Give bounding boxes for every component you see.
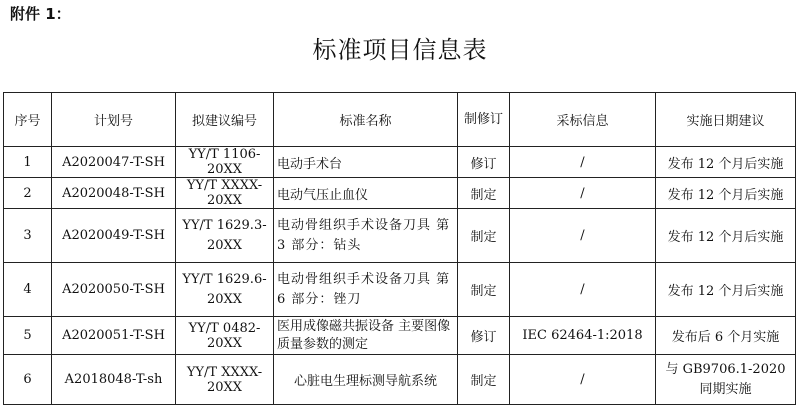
cell-revision-type: 修订 <box>458 147 510 178</box>
cell-plan-number: A2020048-T-SH <box>52 178 176 209</box>
cell-revision-type: 制定 <box>458 209 510 263</box>
cell-adoption-info: / <box>510 147 656 178</box>
table-row <box>4 147 796 178</box>
cell-standard-name: 心脏电生理标测导航系统 <box>274 355 458 405</box>
cell-proposed-code: YY/T 0482-20XX <box>176 317 274 355</box>
table-row <box>4 355 796 405</box>
cell-proposed-code: YY/T XXXX-20XX <box>176 178 274 209</box>
cell-standard-name: 医用成像磁共振设备 主要图像质量参数的测定 <box>274 317 458 355</box>
cell-implementation-date: 发布 12 个月后实施 <box>656 147 796 178</box>
cell-serial: 6 <box>4 355 52 405</box>
header-revision-type: 制修订 <box>458 93 510 147</box>
table-row <box>4 317 796 355</box>
table-row <box>4 209 796 263</box>
cell-standard-name: 电动骨组织手术设备刀具 第 6 部分：锉刀 <box>274 263 458 317</box>
cell-proposed-code: YY/T 1106-20XX <box>176 147 274 178</box>
cell-adoption-info: IEC 62464-1:2018 <box>510 317 656 355</box>
cell-proposed-code: YY/T 1629.3-20XX <box>176 209 274 263</box>
cell-plan-number: A2020047-T-SH <box>52 147 176 178</box>
attachment-label: 附件 1： <box>10 5 71 23</box>
header-adoption-info: 采标信息 <box>510 93 656 147</box>
cell-adoption-info: / <box>510 209 656 263</box>
cell-serial: 5 <box>4 317 52 355</box>
cell-serial: 3 <box>4 209 52 263</box>
cell-revision-type: 制定 <box>458 263 510 317</box>
cell-proposed-code: YY/T XXXX-20XX <box>176 355 274 405</box>
cell-serial: 4 <box>4 263 52 317</box>
cell-plan-number: A2020050-T-SH <box>52 263 176 317</box>
cell-implementation-date: 发布 12 个月后实施 <box>656 209 796 263</box>
cell-adoption-info: / <box>510 178 656 209</box>
header-serial: 序号 <box>4 93 52 147</box>
standards-table <box>3 92 796 405</box>
cell-implementation-date: 发布 12 个月后实施 <box>656 178 796 209</box>
header-implementation-date: 实施日期建议 <box>656 93 796 147</box>
cell-revision-type: 修订 <box>458 317 510 355</box>
cell-plan-number: A2018048-T-sh <box>52 355 176 405</box>
page-title: 标准项目信息表 <box>312 36 488 64</box>
table-header-row <box>4 93 796 147</box>
cell-adoption-info: / <box>510 263 656 317</box>
cell-implementation-date: 发布 12 个月后实施 <box>656 263 796 317</box>
cell-adoption-info: / <box>510 355 656 405</box>
cell-plan-number: A2020051-T-SH <box>52 317 176 355</box>
cell-proposed-code: YY/T 1629.6-20XX <box>176 263 274 317</box>
cell-serial: 1 <box>4 147 52 178</box>
header-proposed-code: 拟建议编号 <box>176 93 274 147</box>
cell-revision-type: 制定 <box>458 178 510 209</box>
table-row <box>4 178 796 209</box>
cell-standard-name: 电动手术台 <box>274 147 458 178</box>
cell-plan-number: A2020049-T-SH <box>52 209 176 263</box>
cell-implementation-date: 与 GB9706.1-2020 同期实施 <box>656 355 796 405</box>
cell-standard-name: 电动骨组织手术设备刀具 第 3 部分：钻头 <box>274 209 458 263</box>
cell-revision-type: 制定 <box>458 355 510 405</box>
header-standard-name: 标准名称 <box>274 93 458 147</box>
table-row <box>4 263 796 317</box>
cell-standard-name: 电动气压止血仪 <box>274 178 458 209</box>
cell-implementation-date: 发布后 6 个月实施 <box>656 317 796 355</box>
header-plan-number: 计划号 <box>52 93 176 147</box>
cell-serial: 2 <box>4 178 52 209</box>
